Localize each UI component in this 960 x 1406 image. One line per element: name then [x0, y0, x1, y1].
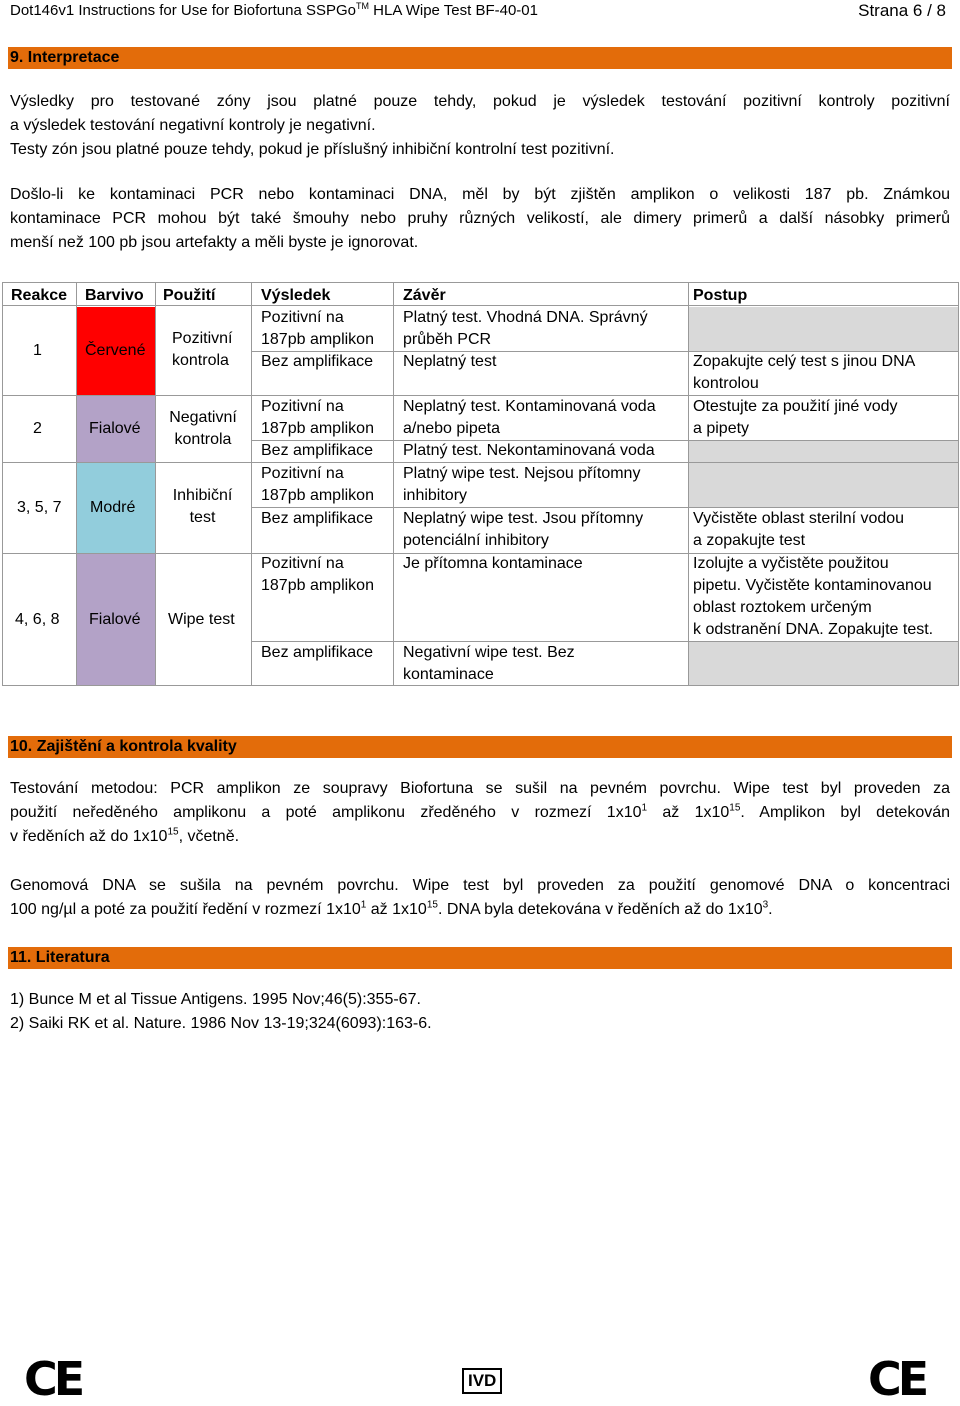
row-2-vysledek: Bez amplifikace	[261, 353, 374, 370]
postup-empty-2	[689, 440, 958, 462]
row-1-vysledek: Pozitivní na 187pb amplikon	[261, 309, 374, 348]
group-4-reakce: 4, 6, 8	[15, 611, 60, 628]
row-3-zaver: Neplatný test. Kontaminovaná voda a/nebo pipeta	[403, 398, 656, 437]
section-9-heading: 9. Interpretace	[8, 47, 952, 69]
section-9-paragraph-2: Došlo-li ke kontaminaci PCR nebo kontaminaci DNA, měl by být zjištěn amplikon o velikosti 187 pb. Známkou kontaminace PCR mohou být také šmouhy nebo pruhy různých velikostí, ale dimery primerů a další násobky primerů menší než 100 pb jsou artefakty a měli byste je ignorovat.	[10, 186, 950, 251]
row-7-postup: Izolujte a vyčistěte použitou pipetu. Vyčistěte kontaminovanou oblast roztokem určeným k odstranění DNA. Zopakujte test.	[693, 555, 934, 638]
section-10-paragraph-1: Testování metodou: PCR amplikon ze soupravy Biofortuna se sušil na pevném povrchu. Wipe test byl proveden za použití neředěného amplikonu a poté amplikonu zředěného v rozmezí $1x10^1$ až $1x10^{15}$. Amplikon byl detekován v ředěních až do $1x10^{15}$, včetně.	[10, 780, 951, 845]
row-8-zaver: Negativní wipe test. Bez kontaminace	[403, 644, 575, 683]
group-2-pouziti: Negativní kontrola	[169, 409, 237, 448]
reference-item: 1) Bunce M et al Tissue Antigens. 1995 Nov;46(5):355-67.	[10, 991, 421, 1008]
section-10-heading: 10. Zajištění a kontrola kvality	[8, 736, 952, 758]
group-3-pouziti: Inhibiční test	[172, 487, 233, 526]
ivd-mark: IVD	[462, 1368, 502, 1394]
row-2-postup: Zopakujte celý test s jinou DNA kontrolou	[693, 353, 916, 392]
reference-item: 2) Saiki RK et al. Nature. 1986 Nov 13-19;324(6093):163-6.	[10, 1015, 432, 1032]
row-5-zaver: Platný wipe test. Nejsou přítomny inhibitory	[403, 465, 641, 504]
group-1-barvivo: Červené	[85, 342, 146, 359]
group-3-barvivo: Modré	[90, 499, 136, 516]
row-6-zaver: Neplatný wipe test. Jsou přítomny potenciální inhibitory	[403, 510, 644, 549]
row-4-vysledek: Bez amplifikace	[261, 442, 374, 459]
group-3-reakce: 3, 5, 7	[17, 499, 62, 516]
group-4-pouziti: Wipe test	[168, 611, 235, 628]
group-1-pouziti: Pozitivní kontrola	[172, 330, 233, 369]
group-4-barvivo: Fialové	[89, 611, 141, 628]
section-9-paragraph-1: Výsledky pro testované zóny jsou platné pouze tehdy, pokud je výsledek testování pozitivní kontroly pozitivní a výsledek testování negativní kontroly je negativní. Testy zón jsou platné pouze tehdy, pokud je příslušný inhibiční kontrolní test pozitivní.	[10, 93, 950, 158]
group-1-reakce: 1	[33, 342, 42, 359]
row-5-vysledek: Pozitivní na 187pb amplikon	[261, 465, 374, 504]
column-header-pouziti: Použití	[163, 287, 216, 304]
row-6-vysledek: Bez amplifikace	[261, 510, 374, 527]
postup-empty-1	[689, 307, 958, 351]
row-4-zaver: Platný test. Nekontaminovaná voda	[403, 442, 655, 459]
row-2-zaver: Neplatný test	[403, 353, 497, 370]
row-7-vysledek: Pozitivní na 187pb amplikon	[261, 555, 374, 594]
section-10-paragraph-2: Genomová DNA se sušila na pevném povrchu. Wipe test byl proveden za použití genomové DNA o koncentraci 100 ng/µl a poté za použití ředění v rozmezí $1x10^1$ až $1x10^{15}$. DNA byla detekována v ředěních až do $1x10^3$.	[10, 877, 950, 918]
ce-mark-icon: CE	[24, 1352, 82, 1406]
postup-empty-4	[689, 641, 958, 685]
row-6-postup: Vyčistěte oblast sterilní vodou a zopakujte test	[693, 510, 905, 549]
interpretation-table	[2, 282, 959, 686]
column-header-postup: Postup	[693, 287, 748, 304]
references-list	[10, 988, 950, 1036]
row-8-vysledek: Bez amplifikace	[261, 644, 374, 661]
group-2-reakce: 2	[33, 420, 42, 437]
postup-empty-3	[689, 462, 958, 507]
document-header: Dot146v1 Instructions for Use for Biofortuna SSPGo™ HLA Wipe Test BF-40-01	[10, 1, 538, 19]
group-2-barvivo: Fialové	[89, 420, 141, 437]
section-11-heading: 11. Literatura	[8, 947, 952, 969]
column-header-zaver: Závěr	[403, 287, 446, 304]
column-header-reakce: Reakce	[11, 287, 68, 304]
column-header-vysledek: Výsledek	[261, 287, 331, 304]
page-number: Strana 6 / 8	[858, 1, 946, 20]
row-7-zaver: Je přítomna kontaminace	[403, 555, 583, 572]
column-header-barvivo: Barvivo	[85, 287, 144, 304]
row-3-postup: Otestujte za použití jiné vody a pipety	[693, 398, 898, 437]
row-3-vysledek: Pozitivní na 187pb amplikon	[261, 398, 374, 437]
row-1-zaver: Platný test. Vhodná DNA. Správný průběh PCR	[403, 309, 648, 348]
ce-mark-icon: CE	[868, 1352, 926, 1406]
